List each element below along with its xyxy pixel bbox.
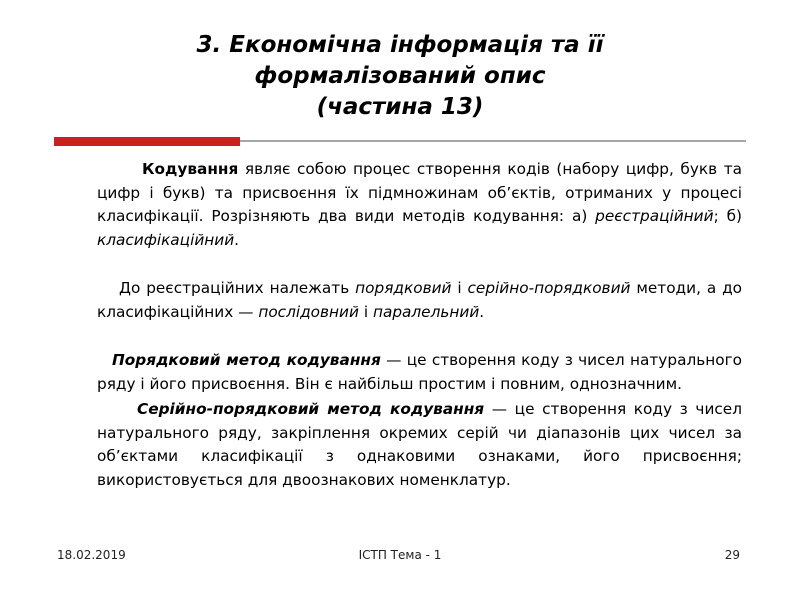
title-line-3: (частина 13) [316,94,484,120]
p2-italic-sequential: послідовний [258,302,359,321]
term-coding: Кодування [142,160,239,178]
paragraph-ordinal-method [97,349,742,396]
paragraph-serial-ordinal-method [97,398,742,492]
p2-italic-serial-ordinal: серійно-порядковий [467,279,631,297]
p1-text-3: . [234,230,240,249]
title-line-2: формалізований опис [254,63,546,89]
footer-topic: ІСТП Тема - 1 [358,548,442,562]
p2-text-2: і [451,279,468,297]
title-line-1: 3. Економічна інформація та її [196,32,604,58]
paragraph-coding-definition [97,158,742,252]
term-ordinal-method: Порядковий метод кодування [112,351,381,369]
p2-italic-ordinal: порядковий [355,279,452,297]
term-serial-ordinal-method: Серійно-порядковий метод кодування [137,400,485,418]
p2-italic-parallel: паралельний [372,302,480,321]
p2-text-5: . [479,302,485,321]
slide-title [100,30,700,123]
p2-text-3: методи, а до класифікаційних — [97,279,743,321]
p1-italic-registration: реєстраційний [595,207,714,225]
p2-text-4: і [358,302,373,321]
title-divider-line [240,140,746,142]
footer-date: 18.02.2019 [57,548,126,562]
paragraph-method-types [97,277,742,324]
p1-text-1: являє собою процес створення кодів (набору цифр, букв та цифр і букв) та присвоєння їх підмножинам об’єктів, отриманих у процесі класифікації. Розрізняють два види методів кодування: а) [97,160,742,225]
p2-text-1: До реєстраційних належать [119,279,356,297]
footer-page-number: 29 [724,548,740,562]
p1-text-2: ; б) [713,207,742,225]
p4-text-1: — це створення коду з чисел натурального ряду, закріплення окремих серій чи діапазонів цих чисел за об’єктами класифікації з однаковими ознаками, його присвоєння; використовується для двоознакових номенклатур. [97,400,742,489]
p1-italic-classification: класифікаційний [97,230,235,249]
slide-body [97,158,742,492]
p3-text-1: — це створення коду з чисел натурального ряду і його присвоєння. Він є найбільш простим і повним, однозначним. [97,351,742,393]
title-accent-bar [54,137,240,146]
